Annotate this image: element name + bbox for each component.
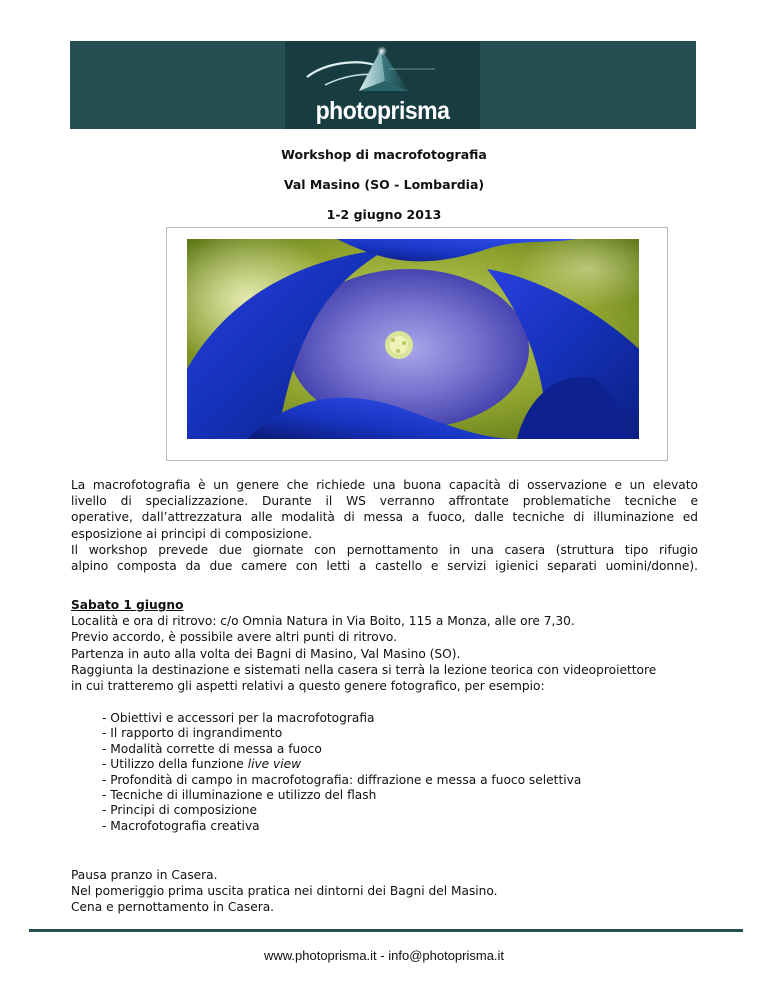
saturday-section [71,597,698,694]
photo-frame [166,227,668,461]
intro-line: livello di specializzazione. Durante il WS verranno affrontate problematiche tecniche e [71,494,698,509]
list-item [102,757,682,772]
list-item: - Tecniche di illuminazione e utilizzo del flash [102,788,377,803]
intro-line: esposizione ai principi di composizione. [71,526,313,541]
saturday-line: Raggiunta la destinazione e sistemati nella casera si terrà la lezione teorica con videoproiettore [71,662,657,677]
list-item: - Profondità di campo in macrofotografia: diffrazione e messa a fuoco selettiva [102,772,582,787]
footer [0,948,768,963]
intro-line: operative, dall’attrezzatura alle modalità di messa a fuoco, dalle tecniche di illuminazione ed [71,510,698,525]
gentian-flower-photo [187,239,639,439]
closing-line: Nel pomeriggio prima uscita pratica nei dintorni dei Bagni del Masino. [71,884,498,899]
intro-line: La macrofotografia è un genere che richiede una buona capacità di osservazione e un elevato [71,478,698,492]
closing-section [71,867,698,916]
list-item: - Il rapporto di ingrandimento [102,726,283,741]
email-link[interactable]: info@photoprisma.it [388,948,505,963]
saturday-line: in cui tratteremo gli aspetti relativi a questo genere fotografico, per esempio: [71,679,545,694]
topics-list [102,711,682,834]
closing-line: Cena e pernottamento in Casera. [71,900,275,915]
list-item-text: - Utilizzo della funzione [102,757,248,772]
location-title: Val Masino (SO - Lombardia) [283,177,485,192]
footer-divider [29,929,743,932]
list-item: - Obiettivi e accessori per la macrofotografia [102,711,375,725]
live-view-text: live view [247,757,302,772]
footer-separator: - [376,948,389,963]
header-banner [70,41,696,129]
saturday-line: Località e ora di ritrovo: c/o Omnia Natura in Via Boito, 115 a Monza, alle ore 7,30. [71,614,575,629]
intro-line: alpino composta da due camere con letti a castello e servizi igienici separati uomini/donne). [71,559,698,574]
logo-text: photoprisma [315,95,450,125]
list-item: - Macrofotografia creativa [102,818,260,833]
document-title: Workshop di macrofotografia [281,147,487,162]
saturday-line: Partenza in auto alla volta dei Bagni di Masino, Val Masino (SO). [71,646,461,661]
list-item: - Modalità corrette di messa a fuoco [102,741,322,756]
intro-line: Il workshop prevede due giornate con pernottamento in una casera (struttura tipo rifugio [71,542,698,557]
photoprisma-logo [285,41,480,129]
list-item: - Principi di composizione [102,803,258,818]
website-link[interactable]: www.photoprisma.it [263,948,377,963]
saturday-title: Sabato 1 giugno [71,598,184,612]
intro-paragraph [71,477,698,574]
closing-line: Pausa pranzo in Casera. [71,868,218,882]
date-title: 1-2 giugno 2013 [326,207,442,222]
saturday-line: Previo accordo, è possibile avere altri punti di ritrovo. [71,630,398,645]
